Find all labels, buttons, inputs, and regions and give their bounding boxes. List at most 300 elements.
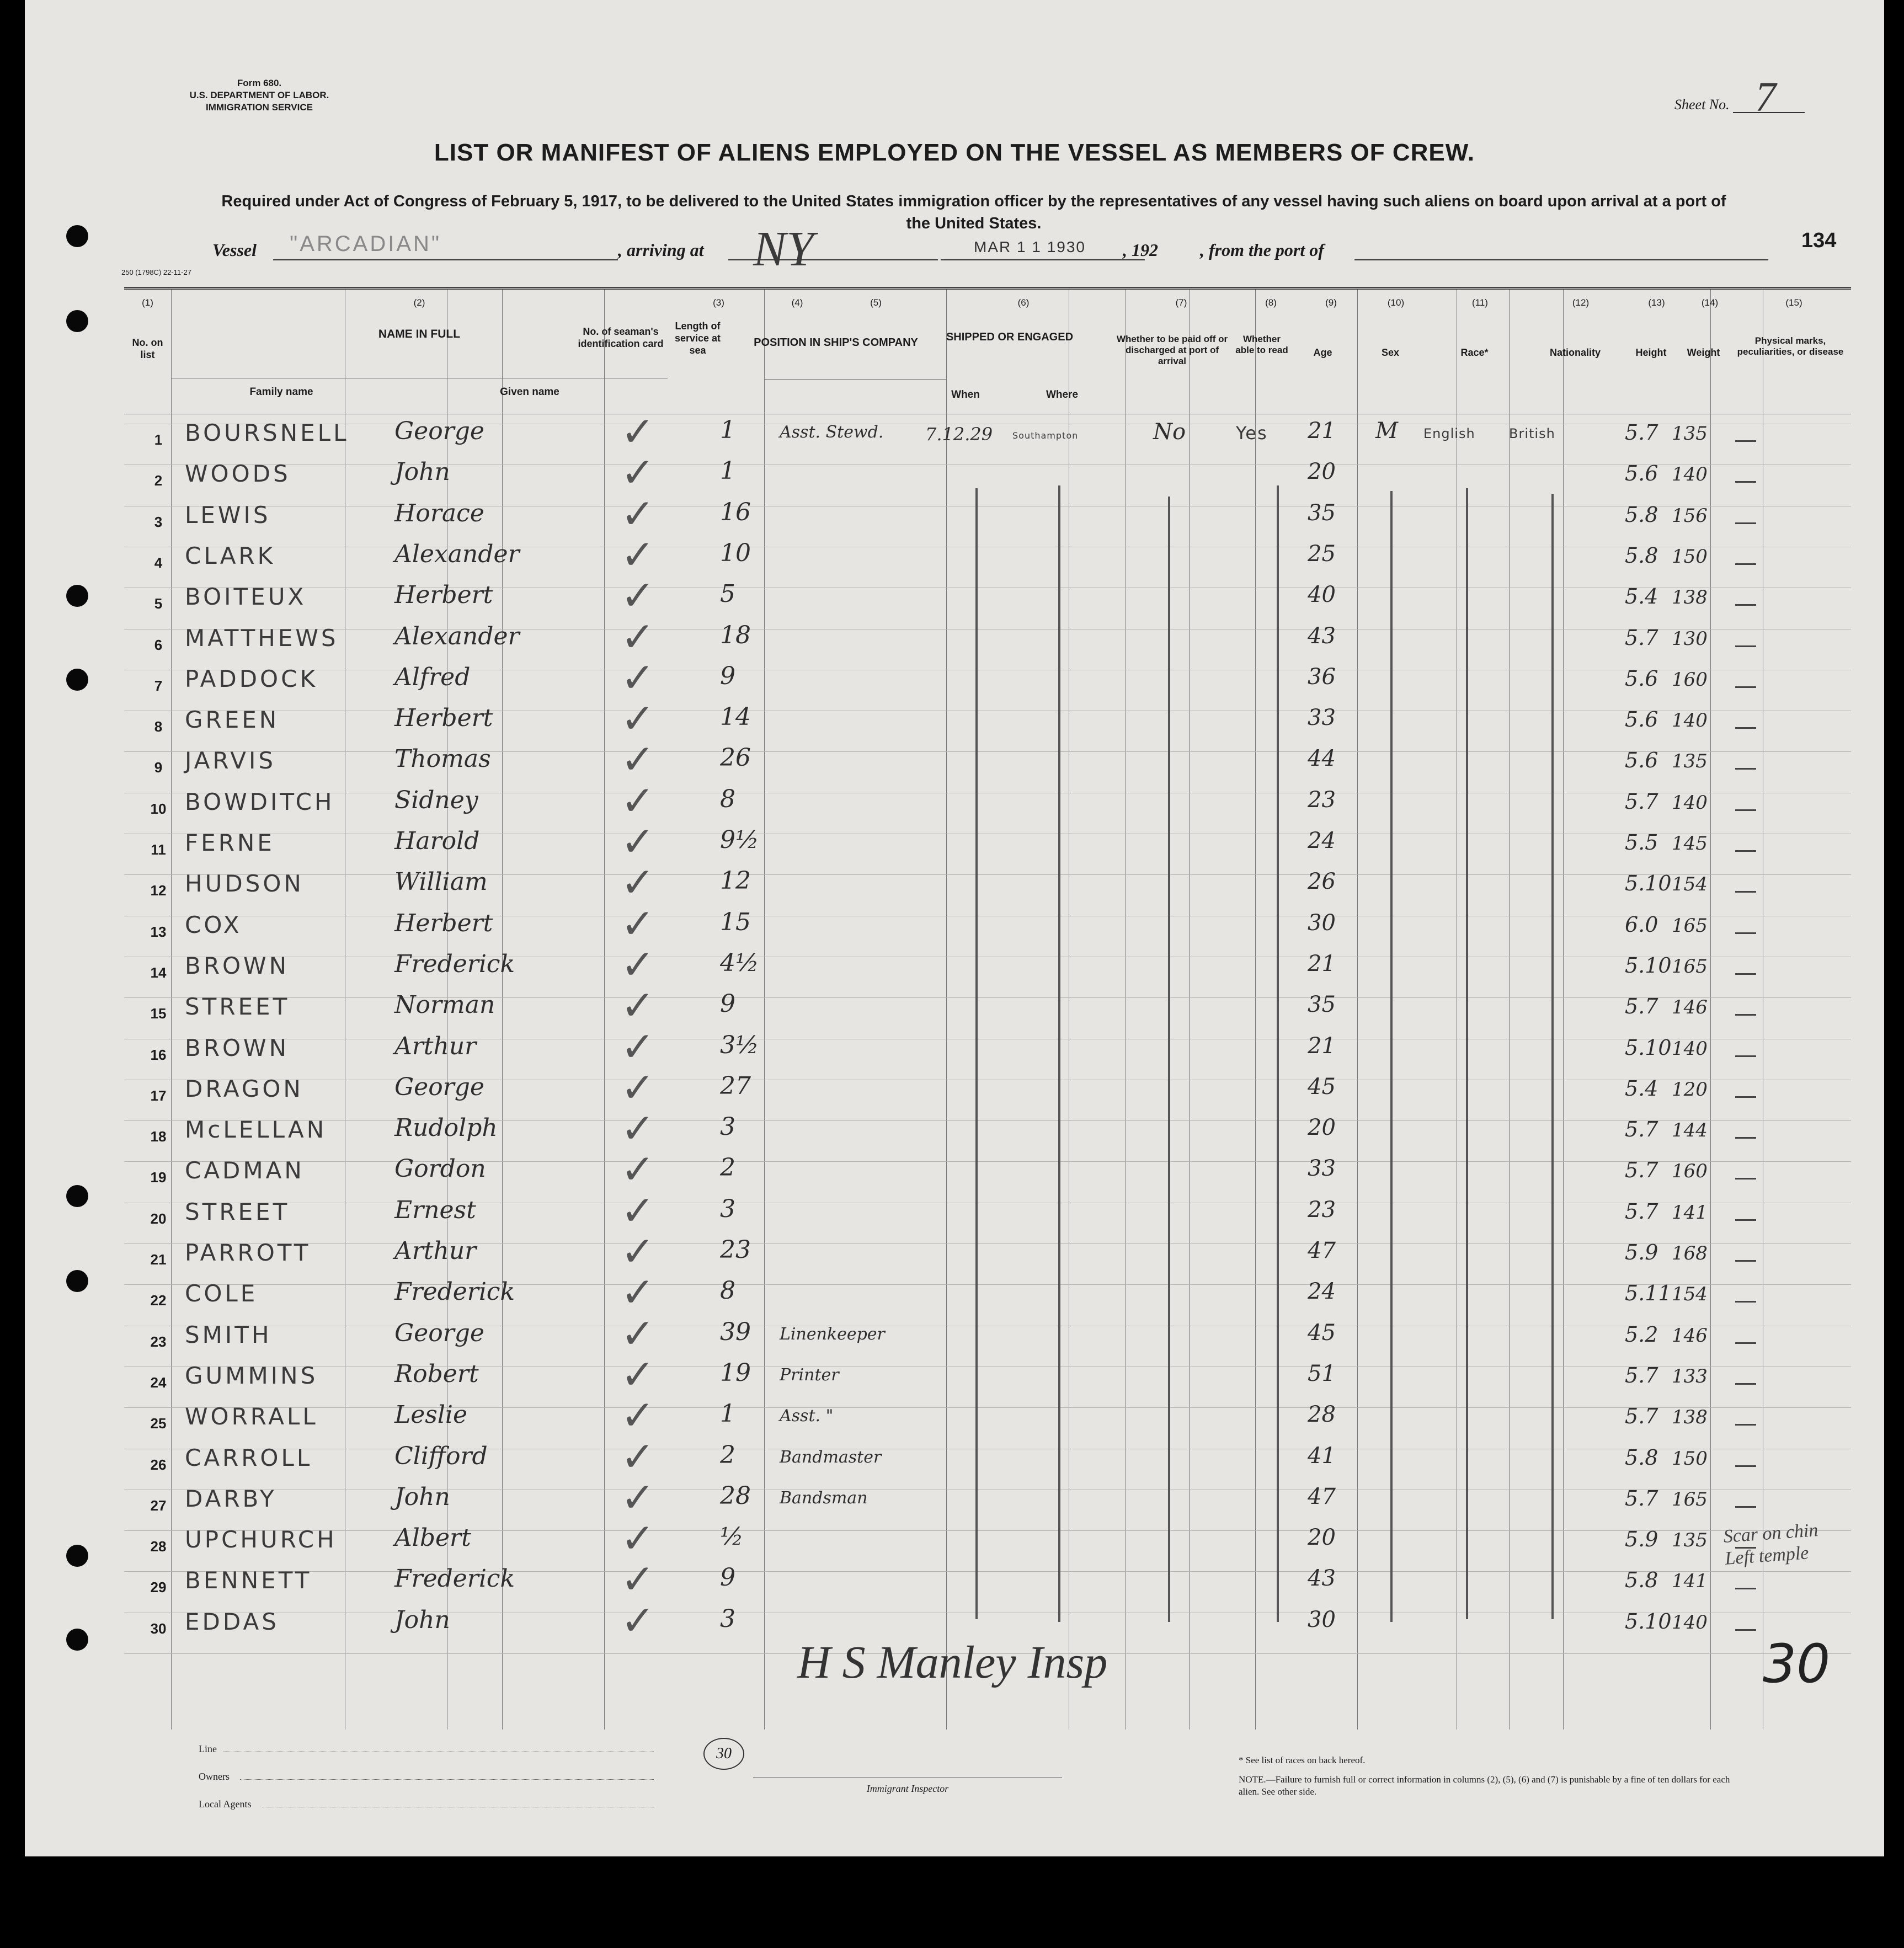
physical-marks-dash (1735, 891, 1756, 893)
punch-hole (66, 1270, 88, 1292)
age: 43 (1308, 623, 1336, 649)
arriving-label: , arriving at (618, 240, 704, 260)
height: 5.4 (1625, 1076, 1658, 1101)
page-title: LIST OR MANIFEST OF ALIENS EMPLOYED ON THE VESSEL AS MEMBERS OF CREW. (434, 139, 1475, 166)
height: 5.10 (1625, 871, 1672, 896)
id-card-check: ✓ (621, 900, 655, 948)
crew-table: (1) (2) (3) (4) (5) (6) (7) (8) (9) (10) (11) (12) (13) (14) (15) (124, 287, 1851, 1730)
physical-marks-remark: Scar on chin Left temple (1722, 1520, 1819, 1569)
height: 5.7 (1625, 994, 1658, 1019)
physical-marks-dash (1735, 1383, 1756, 1385)
id-card-check: ✓ (621, 1146, 655, 1194)
given-name: Albert (394, 1524, 471, 1552)
row-number: 26 (150, 1456, 167, 1473)
penalty-note: NOTE.—Failure to furnish full or correct information in columns (2), (5), (6) and (7) is punishable by a fine of ten dollars for each alien. See other side. (1239, 1774, 1730, 1797)
id-card-check: ✓ (621, 1351, 655, 1399)
age: 24 (1308, 828, 1336, 853)
weight: 140 (1672, 791, 1708, 814)
position: Bandsman (780, 1488, 868, 1508)
age: 47 (1308, 1483, 1336, 1509)
physical-marks-dash (1735, 1629, 1756, 1631)
row-number: 23 (150, 1333, 167, 1350)
height: 5.7 (1625, 1117, 1658, 1142)
weight: 140 (1672, 709, 1708, 732)
arriving-port: NY (753, 222, 814, 276)
position: Asst. Stewd. (780, 423, 884, 442)
row-number: 13 (150, 923, 167, 940)
row-number: 21 (150, 1251, 167, 1268)
age: 33 (1308, 1156, 1336, 1182)
family-name: GUMMINS (185, 1362, 318, 1389)
family-name: GREEN (185, 706, 280, 734)
shipped-when: 7.12.29 (925, 424, 993, 445)
length-of-service: 12 (720, 867, 751, 895)
id-card-check: ✓ (621, 531, 655, 579)
given-name: Arthur (394, 1237, 477, 1265)
row-number: 27 (150, 1497, 167, 1514)
header-shipped-or-engaged: SHIPPED OR ENGAGED (946, 331, 1074, 343)
footer-agents-label: Local Agents (199, 1798, 252, 1810)
id-card-check: ✓ (621, 408, 655, 456)
race: English (1423, 426, 1475, 441)
weight: 141 (1672, 1570, 1708, 1593)
vessel-label: Vessel (212, 240, 257, 260)
header-length-of-service: Length of service at sea (674, 321, 721, 356)
punch-hole (66, 669, 88, 691)
position: Bandmaster (780, 1447, 882, 1467)
physical-marks-dash (1735, 481, 1756, 483)
family-name: SMITH (185, 1321, 272, 1348)
weight: 138 (1672, 1406, 1708, 1429)
given-name: Horace (394, 499, 484, 527)
height: 5.7 (1625, 1199, 1658, 1224)
physical-marks-dash (1735, 768, 1756, 770)
height: 5.7 (1625, 625, 1658, 650)
id-card-check: ✓ (621, 654, 655, 702)
id-card-check: ✓ (621, 572, 655, 620)
family-name: COLE (185, 1280, 258, 1307)
age: 25 (1308, 541, 1336, 567)
weight: 146 (1672, 996, 1708, 1019)
weight: 156 (1672, 504, 1708, 527)
row-number: 28 (150, 1538, 167, 1555)
punch-hole (66, 1629, 88, 1651)
manifest-sheet (25, 0, 1884, 1856)
given-name: Herbert (394, 909, 493, 937)
physical-marks-dash (1735, 1588, 1756, 1589)
weight: 140 (1672, 463, 1708, 486)
length-of-service: 39 (720, 1317, 751, 1346)
id-card-check: ✓ (621, 777, 655, 825)
family-name: WOODS (185, 460, 291, 488)
punch-hole (66, 585, 88, 607)
length-of-service: 1 (720, 457, 735, 485)
height: 5.8 (1625, 1445, 1658, 1470)
height: 6.0 (1625, 912, 1658, 937)
ditto-line-where (1058, 485, 1060, 1622)
length-of-service: 16 (720, 498, 751, 526)
length-of-service: 23 (720, 1236, 751, 1264)
id-card-check: ✓ (621, 695, 655, 743)
header-nationality: Nationality (1549, 347, 1601, 358)
given-name: Herbert (394, 581, 493, 610)
physical-marks-dash (1735, 522, 1756, 524)
weight: 160 (1672, 1160, 1708, 1183)
family-name: DRAGON (185, 1075, 303, 1102)
header-age: Age (1313, 347, 1332, 358)
given-name: Alfred (394, 663, 471, 691)
length-of-service: 8 (720, 1277, 735, 1305)
physical-marks-dash (1735, 850, 1756, 852)
header-when: When (951, 389, 980, 401)
given-name: Frederick (394, 1278, 515, 1306)
length-of-service: 9½ (720, 826, 759, 854)
total-count: 30 (1763, 1633, 1831, 1695)
punch-hole (66, 225, 88, 247)
year-label: , 192 (1123, 240, 1158, 260)
length-of-service: 3 (720, 1604, 735, 1633)
row-number: 25 (150, 1415, 167, 1432)
given-name: Frederick (394, 1565, 515, 1593)
height: 5.9 (1625, 1527, 1658, 1552)
weight: 145 (1672, 832, 1708, 855)
age: 41 (1308, 1443, 1336, 1469)
length-of-service: 10 (720, 538, 751, 567)
row-number: 24 (150, 1374, 167, 1391)
given-name: Ernest (394, 1196, 476, 1224)
weight: 140 (1672, 1037, 1708, 1060)
weight: 135 (1672, 1529, 1708, 1552)
height: 5.7 (1625, 789, 1658, 814)
family-name: JARVIS (185, 747, 276, 775)
ditto-line-paid (1168, 497, 1170, 1622)
length-of-service: 26 (720, 744, 751, 772)
header-name-in-full: NAME IN FULL (378, 328, 461, 340)
row-number: 8 (154, 718, 163, 735)
vessel-name: "ARCADIAN" (290, 232, 442, 256)
physical-marks-dash (1735, 1137, 1756, 1139)
given-name: William (394, 868, 488, 896)
id-card-check: ✓ (621, 1228, 655, 1275)
weight: 165 (1672, 955, 1708, 978)
header-physical-marks: Physical marks, peculiarities, or disease (1737, 335, 1844, 357)
physical-marks-dash (1735, 727, 1756, 729)
header-weight: Weight (1687, 347, 1720, 358)
id-card-check: ✓ (621, 1269, 655, 1317)
age: 44 (1308, 746, 1336, 772)
weight: 165 (1672, 914, 1708, 937)
ditto-line-sex (1390, 491, 1393, 1622)
height: 5.6 (1625, 748, 1658, 773)
family-name: BENNETT (185, 1567, 312, 1594)
family-name: BOITEUX (185, 583, 307, 611)
physical-marks-dash (1735, 1465, 1756, 1467)
row-number: 22 (150, 1292, 167, 1309)
weight: 135 (1672, 750, 1708, 773)
id-card-check: ✓ (621, 1187, 655, 1235)
age: 20 (1308, 1115, 1336, 1141)
length-of-service: 18 (720, 621, 751, 649)
paid-off: No (1153, 419, 1186, 445)
id-card-check: ✓ (621, 1474, 655, 1522)
row-number: 12 (150, 882, 167, 899)
header-sex: Sex (1381, 347, 1400, 358)
weight: 130 (1672, 627, 1708, 650)
length-of-service: 5 (720, 580, 735, 609)
id-card-check: ✓ (621, 1433, 655, 1481)
punch-hole (66, 1545, 88, 1567)
given-name: Frederick (394, 949, 515, 978)
family-name: UPCHURCH (185, 1526, 337, 1554)
id-card-check: ✓ (621, 982, 655, 1030)
age: 28 (1308, 1402, 1336, 1428)
row-number: 18 (150, 1128, 167, 1145)
row-number: 20 (150, 1210, 167, 1227)
height: 5.9 (1625, 1240, 1658, 1264)
ditto-line-read (1277, 485, 1279, 1622)
height: 5.6 (1625, 666, 1658, 691)
height: 5.8 (1625, 502, 1658, 527)
length-of-service: 3 (720, 1113, 735, 1141)
header-no-on-list: No. on list (132, 337, 163, 360)
id-card-check: ✓ (621, 1105, 655, 1153)
row-number: 7 (154, 677, 163, 694)
weight: 141 (1672, 1201, 1708, 1224)
family-name: FERNE (185, 829, 275, 856)
height: 5.10 (1625, 1609, 1672, 1634)
weight: 150 (1672, 545, 1708, 568)
height: 5.7 (1625, 1486, 1658, 1511)
id-card-check: ✓ (621, 449, 655, 497)
family-name: DARBY (185, 1485, 277, 1512)
header-given-name: Given name (500, 386, 559, 398)
id-card-check: ✓ (621, 490, 655, 538)
given-name: Sidney (394, 786, 478, 814)
family-name: McLELLAN (185, 1116, 327, 1144)
height: 5.11 (1625, 1281, 1672, 1306)
ditto-line-race (1466, 488, 1468, 1619)
nationality: British (1509, 426, 1555, 441)
family-name: BROWN (185, 952, 290, 979)
age: 45 (1308, 1320, 1336, 1346)
given-name: George (394, 1072, 484, 1101)
physical-marks-dash (1735, 1014, 1756, 1016)
physical-marks-dash (1735, 973, 1756, 975)
id-card-check: ✓ (621, 736, 655, 784)
age: 26 (1308, 869, 1336, 895)
header-position: POSITION IN SHIP'S COMPANY (754, 337, 918, 349)
weight: 140 (1672, 1611, 1708, 1634)
date-stamp: MAR 1 1 1930 (974, 238, 1086, 255)
height: 5.4 (1625, 584, 1658, 609)
family-name: EDDAS (185, 1608, 279, 1635)
position: Asst. " (780, 1406, 834, 1426)
id-card-check: ✓ (621, 1392, 655, 1440)
physical-marks-dash (1735, 563, 1756, 565)
length-of-service: 14 (720, 703, 751, 732)
height: 5.2 (1625, 1322, 1658, 1347)
age: 43 (1308, 1566, 1336, 1592)
given-name: Herbert (394, 704, 493, 733)
family-name: PADDOCK (185, 665, 318, 692)
length-of-service: 27 (720, 1071, 751, 1100)
age: 35 (1308, 992, 1336, 1018)
inspector-label: Immigrant Inspector (866, 1783, 949, 1794)
family-name: CADMAN (185, 1157, 305, 1184)
length-of-service: 28 (720, 1481, 751, 1510)
id-card-check: ✓ (621, 1515, 655, 1563)
given-name: John (394, 1605, 450, 1634)
row-number: 15 (150, 1005, 167, 1022)
given-name: Robert (394, 1359, 479, 1388)
weight: 135 (1672, 423, 1708, 445)
row-number: 5 (154, 595, 163, 612)
weight: 154 (1672, 873, 1708, 896)
given-name: Harold (394, 827, 480, 855)
from-label: , from the port of (1200, 240, 1324, 260)
given-name: Thomas (394, 745, 491, 773)
id-card-check: ✓ (621, 1310, 655, 1358)
length-of-service: 1 (720, 416, 735, 444)
length-of-service: 2 (720, 1440, 735, 1469)
length-of-service: 15 (720, 908, 751, 936)
weight: 144 (1672, 1119, 1708, 1142)
height: 5.5 (1625, 830, 1658, 855)
department: U.S. DEPARTMENT OF LABOR. (189, 90, 329, 100)
ditto-line-when (975, 488, 978, 1619)
family-name: BROWN (185, 1034, 290, 1061)
subtitle: Required under Act of Congress of February 5, 1917, to be delivered to the United States immigration officer by the representatives of any vessel having such aliens on board upon arrival at a port of the United States. (221, 193, 1726, 232)
row-number: 6 (154, 636, 163, 653)
length-of-service: 19 (720, 1358, 751, 1387)
length-of-service: 9 (720, 1563, 735, 1592)
row-number: 4 (154, 554, 163, 571)
height: 5.7 (1625, 420, 1658, 445)
height: 5.8 (1625, 543, 1658, 568)
age: 23 (1308, 1197, 1336, 1223)
punch-hole (66, 1185, 88, 1207)
family-name: MATTHEWS (185, 624, 339, 652)
height: 5.7 (1625, 1363, 1658, 1387)
row-number: 2 (154, 472, 163, 489)
age: 30 (1308, 1607, 1336, 1632)
physical-marks-dash (1735, 604, 1756, 606)
sheet-label: Sheet No. (1674, 97, 1730, 113)
row-number: 3 (154, 513, 163, 530)
physical-marks-dash (1735, 1424, 1756, 1426)
inspector-signature: H S Manley Insp (797, 1637, 1108, 1688)
length-of-service: 3 (720, 1194, 735, 1223)
reference-number: 134 (1801, 229, 1837, 252)
physical-marks-dash (1735, 809, 1756, 811)
header-id-card: No. of seaman's identification card (578, 326, 664, 349)
age: 33 (1308, 705, 1336, 731)
physical-marks-dash (1735, 1260, 1756, 1262)
id-card-check: ✓ (621, 1556, 655, 1604)
weight: 165 (1672, 1488, 1708, 1511)
row-number: 1 (154, 431, 163, 448)
given-name: Rudolph (394, 1114, 498, 1143)
form-number: Form 680. (237, 78, 282, 88)
row-number: 11 (151, 841, 166, 858)
given-name: George (394, 417, 484, 445)
age: 40 (1308, 582, 1336, 608)
sheet-number-field (1674, 74, 1805, 120)
length-of-service: 1 (720, 1400, 735, 1428)
age: 21 (1308, 951, 1336, 976)
given-name: Alexander (394, 622, 520, 650)
height: 5.10 (1625, 1035, 1672, 1060)
age: 24 (1308, 1279, 1336, 1305)
ditto-line-nationality (1551, 494, 1554, 1619)
family-name: PARROTT (185, 1239, 311, 1266)
weight: 120 (1672, 1078, 1708, 1101)
able-to-read: Yes (1236, 423, 1268, 444)
physical-marks-dash (1735, 932, 1756, 934)
length-of-service: 9 (720, 661, 735, 690)
physical-marks-dash (1735, 440, 1756, 442)
physical-marks-dash (1735, 1055, 1756, 1057)
age: 47 (1308, 1238, 1336, 1263)
height: 5.10 (1625, 953, 1672, 978)
header-height: Height (1635, 347, 1667, 358)
height: 5.6 (1625, 461, 1658, 486)
given-name: Arthur (394, 1032, 477, 1060)
age: 45 (1308, 1074, 1336, 1100)
age: 35 (1308, 500, 1336, 526)
row-number: 29 (150, 1579, 167, 1596)
age: 36 (1308, 664, 1336, 690)
id-card-check: ✓ (621, 818, 655, 866)
physical-marks-dash (1735, 1342, 1756, 1344)
age: 21 (1308, 1033, 1336, 1059)
physical-marks-dash (1735, 1301, 1756, 1303)
family-name: STREET (185, 993, 290, 1021)
given-name: John (394, 458, 450, 487)
length-of-service: 4½ (720, 948, 759, 977)
id-card-check: ✓ (621, 1597, 655, 1645)
weight: 133 (1672, 1365, 1708, 1387)
physical-marks-dash (1735, 1219, 1756, 1221)
given-name: Alexander (394, 540, 520, 568)
family-name: LEWIS (185, 501, 271, 529)
given-name: Norman (394, 991, 495, 1020)
footer-owners-label: Owners (199, 1771, 230, 1782)
position: Printer (780, 1365, 839, 1385)
circled-count: 30 (703, 1738, 744, 1770)
sex: M (1375, 418, 1398, 444)
family-name: BOWDITCH (185, 788, 335, 815)
age: 21 (1308, 418, 1336, 444)
height: 5.7 (1625, 1158, 1658, 1183)
length-of-service: 3½ (720, 1031, 759, 1059)
physical-marks-dash (1735, 1506, 1756, 1508)
physical-marks-dash (1735, 1178, 1756, 1180)
given-name: Gordon (394, 1155, 486, 1183)
id-card-check: ✓ (621, 941, 655, 989)
height: 5.8 (1625, 1568, 1658, 1593)
id-card-check: ✓ (621, 613, 655, 661)
weight: 168 (1672, 1242, 1708, 1264)
family-name: CARROLL (185, 1444, 313, 1471)
row-number: 19 (150, 1169, 167, 1186)
weight: 146 (1672, 1324, 1708, 1347)
age: 20 (1308, 1525, 1336, 1551)
print-code: 250 (1798C) 22-11-27 (121, 268, 191, 276)
weight: 154 (1672, 1283, 1708, 1306)
length-of-service: ½ (720, 1523, 744, 1551)
physical-marks-dash (1735, 645, 1756, 647)
